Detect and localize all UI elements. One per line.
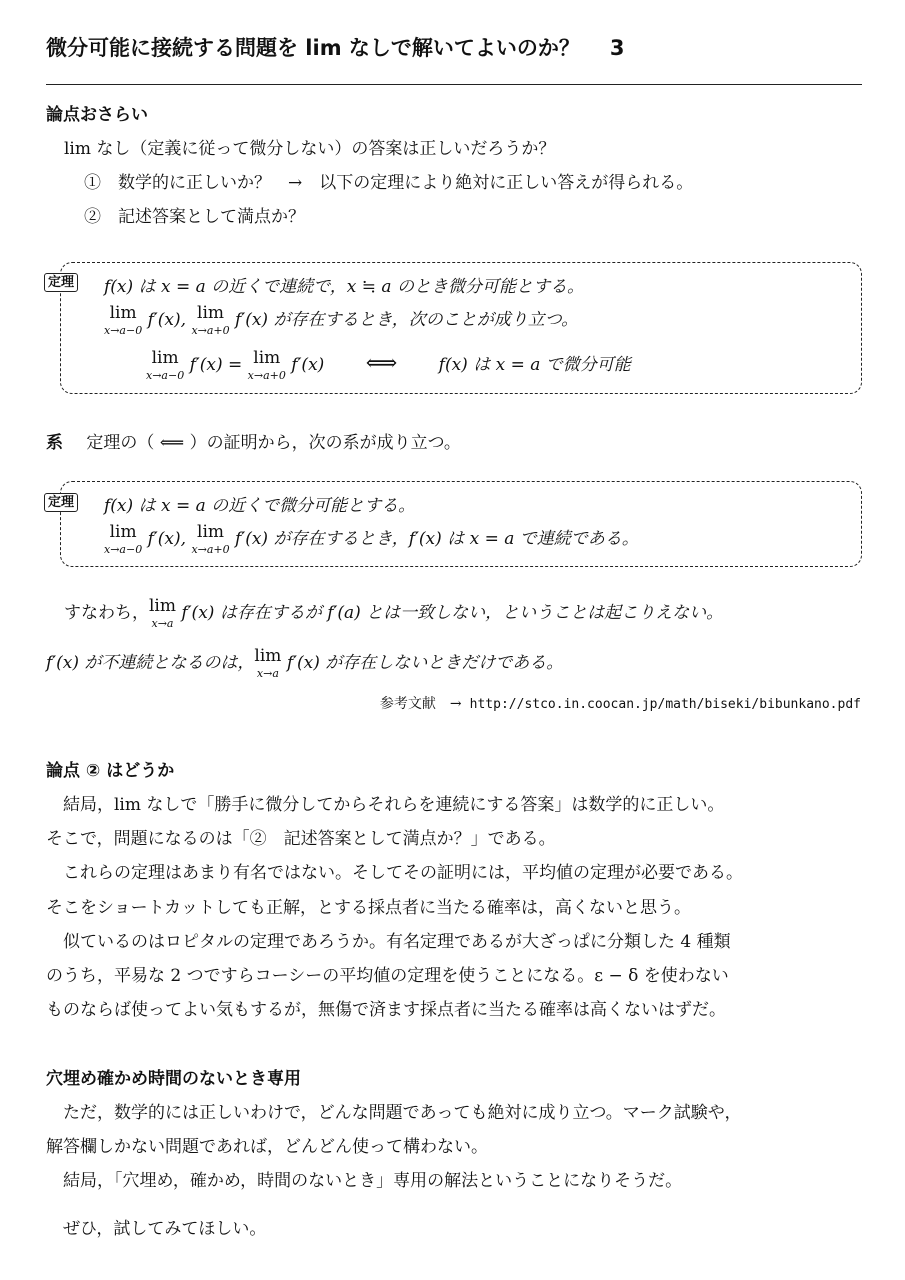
iff-arrow: ⟺ [365,351,398,376]
lim-word: lim [197,303,225,323]
lim-word: lim [197,522,225,542]
limit-left [104,305,142,336]
lim-sub-right: x→a+0 [191,543,230,556]
limit-right [191,524,229,555]
lim-sub-a: x→a [256,667,279,680]
limit-center [149,598,176,629]
title-divider [46,84,862,85]
reference-url[interactable]: http://stco.in.coocan.jp/math/biseki/bibunkano.pdf [469,697,861,712]
theorem2-premise: f(x) は x = a の近くで微分可能とする。 [104,496,416,516]
theorem1-fprime-left: f′(x), [147,310,187,330]
theorem2-fprime-left: f′(x), [147,529,187,549]
lim-sub-right: x→a+0 [247,369,286,382]
point2-line-2: そこで，問題になるのは「② 記述答案として満点か？」である。 [46,829,556,849]
consequence-line-2 [46,648,563,679]
lim-word: lim [109,522,137,542]
theorem1-conclusion: f(x) は x = a で微分可能 [438,355,631,375]
point2-line-3: これらの定理はあまり有名ではない。そしてその証明には，平均値の定理が必要である。 [46,863,743,883]
lim-word: lim [253,348,281,368]
consequence-line-1 [64,598,723,629]
point2-line-1: 結局，lim なしで「勝手に微分してからそれらを連続にする答案」は数学的に正しい。 [46,795,725,815]
lim-word: lim [151,348,179,368]
point2-line-4: そこをショートカットしても正解，とする採点者に当たる確率は，高くないと思う。 [46,898,691,918]
corollary-label: 系 [46,433,63,453]
lim-sub-a: x→a [151,617,174,630]
theorem1-equality: f′(x) = [189,355,243,375]
lim-word: lim [109,303,137,323]
consequence-2-pre: f′(x) が不連続となるのは， [46,653,255,673]
reference-label: 参考文献 → [379,696,462,712]
theorem1-line3 [146,350,631,381]
limit-center [254,648,281,679]
review-item-2: ② 記述答案として満点か？ [84,207,305,227]
consequence-1-post: f′(x) は存在するが f′(a) とは一致しない，ということは起こりえない。 [181,603,724,623]
consequence-1-pre: すなわち， [64,603,149,623]
review-question: lim なし（定義に従って微分しない）の答案は正しいだろうか？ [64,139,556,159]
fillin-line-1: ただ，数学的には正しいわけで，どんな問題であっても絶対に成り立つ。マーク試験や， [46,1103,742,1123]
limit-left [146,350,184,381]
theorem2-line2 [104,524,639,555]
limit-right [248,350,286,381]
point2-line-5: 似ているのはロピタルの定理であろうか。有名定理であるが大ざっぱに分類した 4 種類 [46,932,731,952]
theorem-tag-1: 定理 [44,273,78,292]
theorem1-line1 [104,272,584,297]
limit-right [191,305,229,336]
reference [380,693,861,713]
theorem1-premise: f(x) は x = a の近くで連続で，x ≒ a のとき微分可能とする。 [104,277,584,297]
point2-line-6: のうち，平易な 2 つですらコーシーの平均値の定理を使うことになる。ε − δ を使わない [46,966,729,986]
fillin-line-2: 解答欄しかない問題であれば，どんどん使って構わない。 [46,1137,488,1157]
corollary-text: 定理の（ ⟸ ）の証明から，次の系が成り立つ。 [86,433,461,453]
page-number: 3 [609,36,625,60]
theorem1-fprime-right: f′(x) [291,355,325,375]
consequence-2-post: f′(x) が存在しないときだけである。 [286,653,564,673]
page-title [46,32,625,62]
closing-line: ぜひ，試してみてほしい。 [46,1219,267,1239]
section-heading-review: 論点おさらい [46,105,148,125]
theorem1-line2 [104,305,578,336]
theorem-tag-2: 定理 [44,493,78,512]
lim-sub-right: x→a+0 [191,324,230,337]
limit-left [104,524,142,555]
title-text: 微分可能に接続する問題を lim なしで解いてよいのか？ [46,36,580,60]
lim-sub-left: x→a−0 [104,324,143,337]
theorem1-condition: f′(x) が存在するとき，次のことが成り立つ。 [235,310,579,330]
corollary-line [46,428,461,453]
point2-line-7: ものならば使ってよい気もするが，無傷で済ます採点者に当たる確率は高くないはずだ。 [46,1000,726,1020]
lim-sub-left: x→a−0 [104,543,143,556]
theorem2-line1 [104,491,415,516]
theorem2-conclusion: f′(x) が存在するとき，f′(x) は x = a で連続である。 [235,529,639,549]
lim-sub-left: x→a−0 [146,369,185,382]
lim-word: lim [149,596,176,616]
fillin-line-3: 結局，「穴埋め，確かめ，時間のないとき」専用の解法ということになりそうだ。 [46,1171,683,1191]
review-item-1: ① 数学的に正しいか？ → 以下の定理により絶対に正しい答えが得られる。 [84,173,694,193]
lim-word: lim [254,646,282,666]
section-heading-fillin: 穴埋め確かめ時間のないとき専用 [46,1069,301,1089]
section-heading-point2: 論点 ② はどうか [46,761,175,781]
